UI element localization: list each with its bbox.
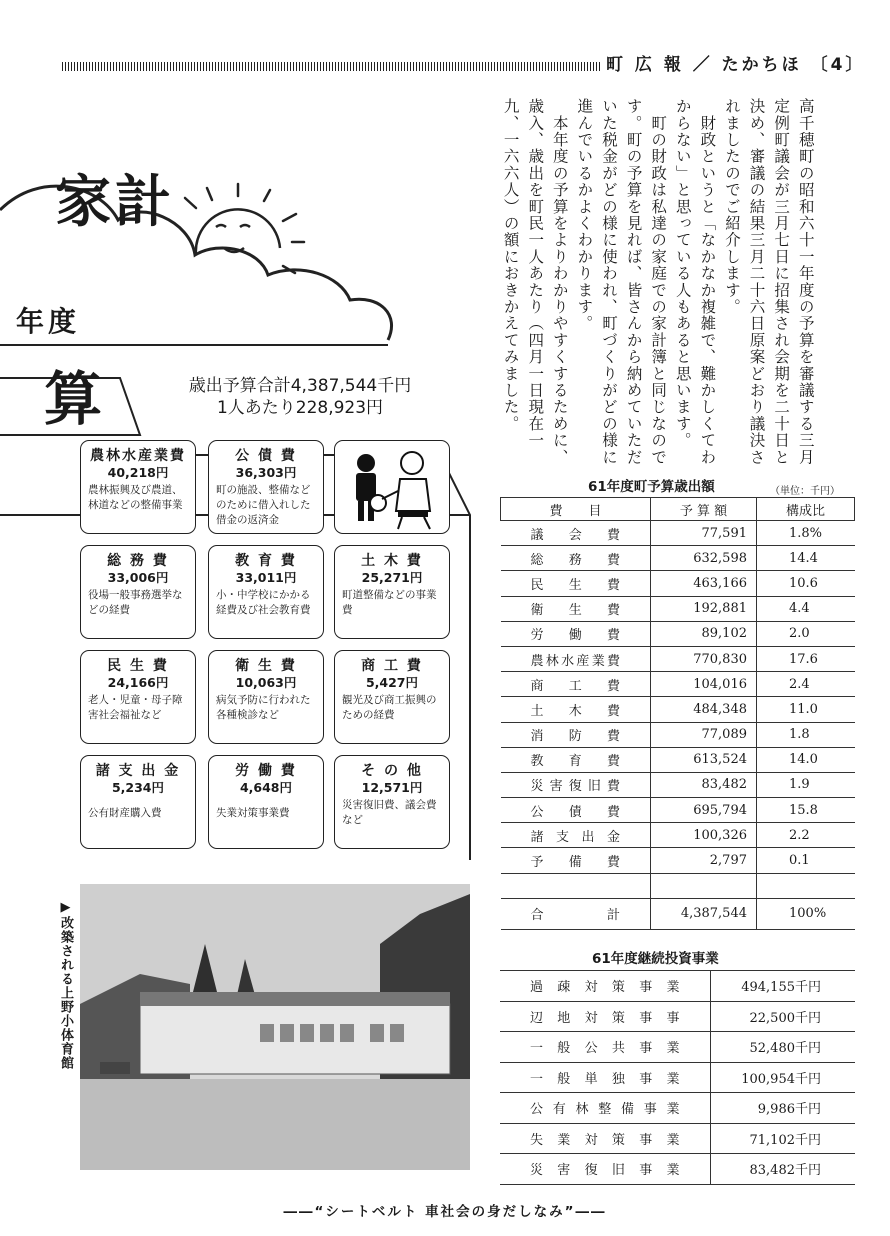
table-row [500,971,855,1002]
title-nendo: 年度 [16,305,81,338]
row-ratio: 11.0 [757,697,855,722]
invest-table-title: 61年度継続投資事業 [592,951,719,967]
row-item: 一般公共事業 [500,1032,710,1063]
table-row [500,1062,855,1093]
category-amount: 25,271円 [361,570,423,585]
table-row [501,596,855,621]
category-name: 民 生 費 [107,658,169,674]
table-row [501,697,855,722]
row-item: 災害復旧費 [501,772,651,797]
table-row [501,747,855,772]
category-amount: 5,234円 [111,780,165,795]
row-amount: 484,348 [651,697,757,722]
article-text [498,98,818,466]
column-header: 予 算 額 [651,498,757,521]
budget-table-title: 61年度町予算歳出額 [588,479,715,495]
category-box-labor [208,755,324,849]
row-ratio: 0.1 [757,848,855,873]
category-box-general-affairs [80,545,196,639]
category-desc: 病気予防に行われた各種検診など [216,694,311,721]
category-box-other [334,755,450,849]
table-row [501,621,855,646]
row-item: 一般単独事業 [500,1062,710,1093]
row-item: 辺地対策事事 [500,1001,710,1032]
photo-caption: ▶改築される上野小体育館 [58,900,73,1070]
row-ratio: 2.4 [757,672,855,697]
category-desc: 小・中学校にかかる経費及び社会教育費 [216,589,311,616]
row-item: 衛生費 [501,596,651,621]
budget-table [500,497,855,930]
column-header: 費 目 [501,498,651,521]
table-row [501,798,855,823]
category-desc: 町の施設、整備などのために借入れした借金の返済金 [216,484,311,526]
category-desc: 老人・児童・母子障害社会福祉など [88,694,183,721]
category-amount: 4,648円 [239,780,293,795]
row-item: 教育費 [501,747,651,772]
category-name: そ の 他 [361,763,423,779]
row-item: 公債費 [501,798,651,823]
category-box-misc-expenditure [80,755,196,849]
row-ratio: 1.8 [757,722,855,747]
category-amount: 12,571円 [361,780,423,795]
budget-table-unit: （単位：千円） [770,486,840,497]
row-amount: 77,089 [651,722,757,747]
row-ratio: 17.6 [757,646,855,671]
row-item: 災害復旧事業 [500,1154,710,1185]
row-item: 労働費 [501,621,651,646]
row-amount: 770,830 [651,646,757,671]
row-item: 過疎対策事業 [500,971,710,1002]
row-item: 失業対策事業 [500,1123,710,1154]
table-row [501,646,855,671]
table-row [500,1123,855,1154]
title-kakei: 家計 [55,170,175,235]
table-row [501,672,855,697]
category-name: 公 債 費 [235,448,297,464]
row-amount: 695,794 [651,798,757,823]
category-box-commerce [334,650,450,744]
table-row [500,1093,855,1124]
table-row [501,571,855,596]
row-amount: 104,016 [651,672,757,697]
category-name: 商 工 費 [361,658,423,674]
page-header-title: 町 広 報 ／ たかちほ 〔4〕 [606,55,866,75]
row-amount: 89,102 [651,621,757,646]
table-row [500,1154,855,1185]
row-amount: 83,482千円 [710,1154,855,1185]
row-amount: 2,797 [651,848,757,873]
total-amount: 4,387,544 [651,898,757,929]
category-desc: 失業対策事業費 [216,807,290,819]
category-desc: 災害復旧費、議会費など [342,799,437,826]
row-amount: 632,598 [651,546,757,571]
table-row [501,521,855,546]
column-header: 構成比 [757,498,855,521]
row-ratio: 1.9 [757,772,855,797]
category-desc: 公有財産購入費 [88,807,162,819]
table-row [501,848,855,873]
category-name: 農林水産業費 [90,448,186,464]
category-name: 土 木 費 [361,553,423,569]
table-row [500,1032,855,1063]
article-paragraph: 高千穂町の昭和六十一年度の予算を審議する三月定例町議会が三月七日に招集され会期を二十日と決め、審議の結果三月二十六日原案どおり議決されましたのでご紹介します。 [722,98,815,466]
row-amount: 463,166 [651,571,757,596]
row-ratio: 4.4 [757,596,855,621]
total-ratio: 100% [757,898,855,929]
row-ratio: 15.8 [757,798,855,823]
row-item: 消防費 [501,722,651,747]
gymnasium-photo [80,884,470,1170]
row-item: 民生費 [501,571,651,596]
table-total-row [501,898,855,929]
row-amount: 100,326 [651,823,757,848]
row-amount: 9,986千円 [710,1093,855,1124]
row-item: 議会費 [501,521,651,546]
footer-slogan: ――“シートベルト 車社会の身だしなみ”―― [283,1204,607,1220]
category-box-civil-engineering [334,545,450,639]
category-amount: 10,063円 [235,675,297,690]
invest-table [500,970,855,1185]
row-amount: 494,155千円 [710,971,855,1002]
budget-total-line: 歳出予算合計4,387,544千円 [188,376,412,396]
row-amount: 22,500千円 [710,1001,855,1032]
row-amount: 100,954千円 [710,1062,855,1093]
total-label: 合計 [501,898,651,929]
header-rule [62,62,602,71]
table-row [501,546,855,571]
table-row [501,873,855,898]
category-desc: 農林振興及び農道、林道などの整備事業 [88,484,183,511]
category-name: 総 務 費 [107,553,169,569]
row-ratio: 14.0 [757,747,855,772]
category-amount: 33,006円 [107,570,169,585]
row-amount: 71,102千円 [710,1123,855,1154]
category-name: 労 働 費 [235,763,297,779]
category-box-health [208,650,324,744]
category-desc: 観光及び商工振興のための経費 [342,694,437,721]
row-ratio: 14.4 [757,546,855,571]
row-amount: 77,591 [651,521,757,546]
row-ratio: 2.2 [757,823,855,848]
row-item: 諸支出金 [501,823,651,848]
doctor-patient-icon [336,441,448,531]
budget-total [140,375,460,419]
category-amount: 36,303円 [235,465,297,480]
category-amount: 5,427円 [365,675,419,690]
row-amount: 613,524 [651,747,757,772]
table-row [501,722,855,747]
row-item: 総務費 [501,546,651,571]
category-box-welfare [80,650,196,744]
category-name: 諸 支 出 金 [95,763,181,779]
article-paragraph: 町の財政は私達の家庭での家計簿と同じなのです。町の予算を見れば、皆さんから納めていただいた税金がどの様に使われ、町づくりがどの様に進んでいるかよくわかります。 [575,98,668,466]
table-header-row [501,498,855,521]
category-amount: 33,011円 [235,570,297,585]
row-ratio: 2.0 [757,621,855,646]
table-row [500,1001,855,1032]
row-item: 公有林整備事業 [500,1093,710,1124]
row-ratio: 10.6 [757,571,855,596]
row-amount: 83,482 [651,772,757,797]
category-desc: 町道整備などの事業費 [342,589,437,616]
row-item: 予備費 [501,848,651,873]
per-capita-line: 1人あたり228,923円 [216,398,384,418]
table-row [501,823,855,848]
row-amount: 192,881 [651,596,757,621]
category-box-debt [208,440,324,534]
category-amount: 40,218円 [107,465,169,480]
article-paragraph: 本年度の予算をよりわかりやすくするために、歳入、歳出を町民一人あたり（四月一日現在一九、一六六人）の額におきかえてみました。 [501,98,569,466]
row-amount: 52,480千円 [710,1032,855,1063]
category-amount: 24,166円 [107,675,169,690]
row-item: 農林水産業費 [501,646,651,671]
category-box-education [208,545,324,639]
table-row [501,772,855,797]
category-name: 教 育 費 [235,553,297,569]
row-item: 商工費 [501,672,651,697]
illustration-box [334,440,450,534]
article-paragraph: 財政というと「なかなか複雑で、難かしくてわからない」と思っている人もあると思います。 [673,98,717,466]
row-item: 土木費 [501,697,651,722]
title-san: 算 [44,365,103,433]
category-name: 衛 生 費 [235,658,297,674]
category-box-agriculture [80,440,196,534]
category-desc: 役場一般事務選挙などの経費 [88,589,183,616]
row-ratio: 1.8% [757,521,855,546]
